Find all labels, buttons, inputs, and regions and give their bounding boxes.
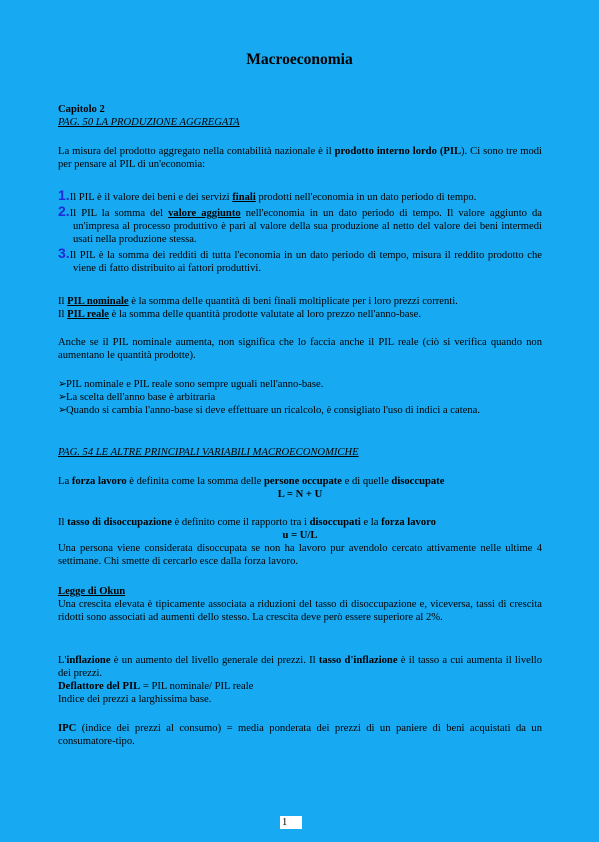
ipc-definition: IPC (indice dei prezzi al consumo) = media ponderata dei prezzi di un paniere di beni acquistati da un consumatore-tipo.	[58, 723, 542, 747]
deflator-definition: Deflattore del PIL = PIL nominale/ PIL reale	[58, 680, 254, 692]
pil-definitions-list	[58, 189, 542, 275]
section-heading-variables: PAG. 54 LE ALTRE PRINCIPALI VARIABILI MACROECONOMICHE	[58, 447, 359, 458]
labor-force-formula: L = N + U	[277, 488, 323, 500]
okun-law-section: Legge di Okun Una crescita elevata è tipicamente associata a riduzioni del tasso di disoccupazione e, viceversa, tassi di crescita ridotti sono associati ad aumenti dello stesso. La crescita deve però essere superiore al 2%.	[58, 586, 542, 623]
unemployment-paragraph: Il tasso di disoccupazione è definito come il rapporto tra i disoccupati e la forza lavoro u = U/L Una persona viene considerata disoccupata se non ha lavoro pur avendolo cercato attivamente nelle ultime 4 settimane. Chi smette di cercarlo esce dalla forza lavoro.	[58, 517, 542, 567]
labor-force-paragraph: La forza lavoro è definita come la somma delle persone occupate e di quelle disoccupate L = N + U	[58, 476, 542, 502]
unemployment-formula: u = U/L	[282, 529, 318, 541]
arrow-bullet-icon: ➢	[58, 391, 67, 403]
okun-heading: Legge di Okun	[58, 586, 126, 597]
list-item: ➢PIL nominale e PIL reale sono sempre uguali nell'anno-base.	[58, 379, 324, 390]
bullet-list	[58, 379, 542, 418]
pil-reale-definition: Il PIL reale è la somma delle quantità prodotte valutate al loro prezzo nell'anno-base.	[58, 308, 421, 320]
list-item: 3.Il PIL è la somma dei redditi di tutta l'economia in un dato periodo di tempo, misura il reddito prodotto che viene di fatto distribuito ai fattori produttivi.	[58, 244, 542, 274]
list-item: ➢La scelta dell'anno base è arbitraria	[58, 391, 216, 403]
list-item: 1.Il PIL è il valore dei beni e dei servizi finali prodotti nell'economia in un dato periodo di tempo.	[58, 187, 477, 203]
page-title: Macroeconomia	[246, 51, 353, 68]
list-item: ➢Quando si cambia l'anno-base si deve effettuare un ricalcolo, è consigliato l'uso di indici a catena.	[58, 404, 480, 416]
chapter-heading: Capitolo 2 PAG. 50 LA PRODUZIONE AGGREGATA	[58, 104, 542, 130]
list-item: 2.Il PIL la somma del valore aggiunto nell'economia in un dato periodo di tempo. Il valore aggiunto da un'impresa al processo produttivo è pari al valore della sua produzione al netto del valore dei beni intermedi usati nella produzione stessa.	[58, 202, 543, 245]
intro-paragraph: La misura del prodotto aggregato nella contabilità nazionale è il prodotto interno lordo (PIL). Ci sono tre modi per pensare al PIL di un'economia:	[58, 146, 542, 170]
nominal-real-definitions	[58, 296, 542, 322]
arrow-bullet-icon: ➢	[58, 379, 67, 390]
pil-nominale-definition: Il PIL nominale è la somma delle quantità di beni finali moltiplicate per i loro prezzi correnti.	[58, 296, 458, 307]
inflation-section: L'inflazione è un aumento del livello generale dei prezzi. Il tasso d'inflazione è il tasso a cui aumenta il livello dei prezzi. Deflattore del PIL = PIL nominale/ PIL reale Indice dei prezzi a larghissima base.	[58, 655, 543, 705]
nominal-note-paragraph: Anche se il PIL nominale aumenta, non significa che lo faccia anche il PIL reale (ciò si verifica quando non aumentano le quantità prodotte).	[58, 337, 542, 361]
page-number: 1	[280, 816, 302, 829]
section-heading-production: PAG. 50 LA PRODUZIONE AGGREGATA	[58, 116, 240, 128]
arrow-bullet-icon: ➢	[58, 404, 67, 416]
